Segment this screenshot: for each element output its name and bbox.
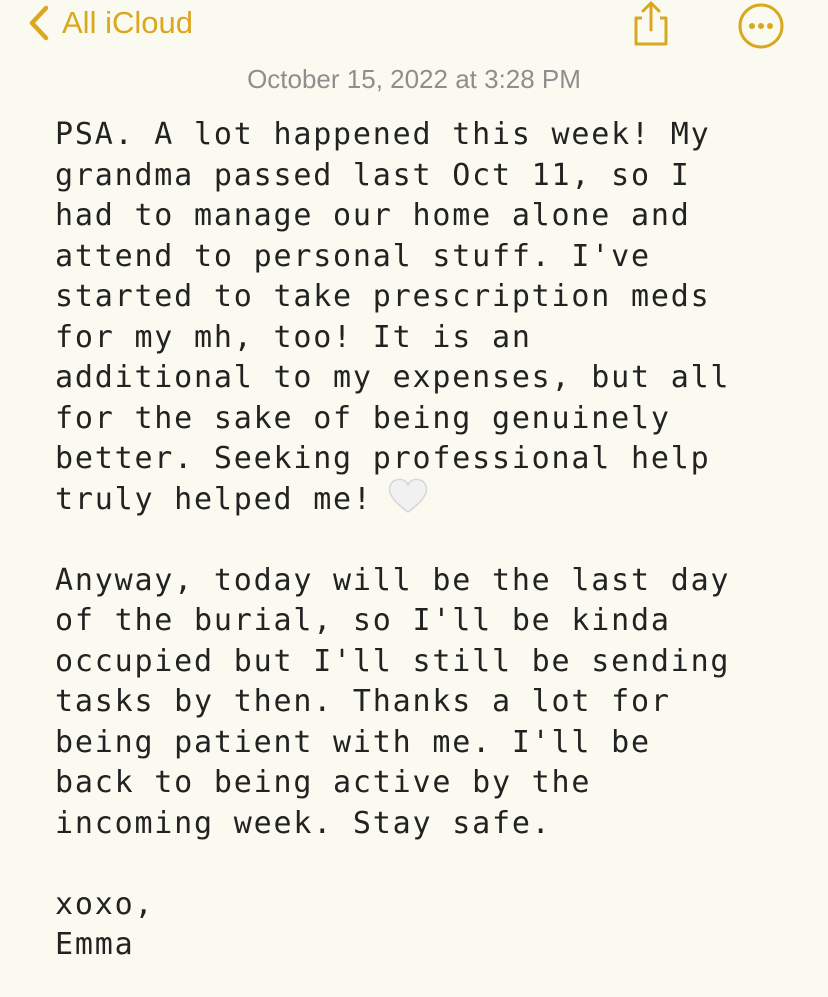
note-date: October 15, 2022 at 3:28 PM [247, 64, 581, 94]
chevron-left-icon [24, 2, 54, 44]
note-line: grandma passed last Oct 11, so I [55, 157, 691, 193]
ellipsis-circle-icon[interactable] [737, 2, 785, 50]
note-line: started to take prescription meds [55, 279, 711, 314]
note-line: better. Seeking professional help [55, 441, 711, 476]
share-icon[interactable] [628, 0, 674, 48]
note-line: for the sake of being genuinely [55, 400, 671, 436]
note-line-with-emoji [55, 480, 815, 521]
note-line: xoxo, [55, 886, 155, 922]
note-body[interactable] [55, 115, 815, 966]
note-line [55, 520, 815, 561]
note-line: Anyway, today will be the last day [55, 562, 731, 598]
note-line: Emma [55, 927, 135, 962]
note-line: of the burial, so I'll be kinda [55, 603, 671, 638]
note-line: back to being active by the [55, 765, 592, 800]
note-line-text: truly helped me! [55, 481, 373, 517]
note-line: occupied but I'll still be sending [55, 643, 731, 679]
navigation-bar [0, 0, 828, 50]
note-line: tasks by then. Thanks a lot for [55, 684, 671, 719]
note-line: incoming week. Stay safe. [55, 805, 552, 841]
note-line: attend to personal stuff. I've [55, 238, 651, 274]
white-heart-icon [387, 477, 429, 515]
note-line: for my mh, too! It is an [55, 319, 532, 355]
note-line: being patient with me. I'll be [55, 724, 651, 760]
back-button-label: All iCloud [62, 5, 193, 40]
note-line [55, 844, 815, 885]
back-button[interactable] [24, 2, 193, 44]
note-line: had to manage our home alone and [55, 198, 691, 233]
note-line: additional to my expenses, but all [55, 360, 731, 395]
note-line: PSA. A lot happened this week! My [55, 117, 711, 152]
